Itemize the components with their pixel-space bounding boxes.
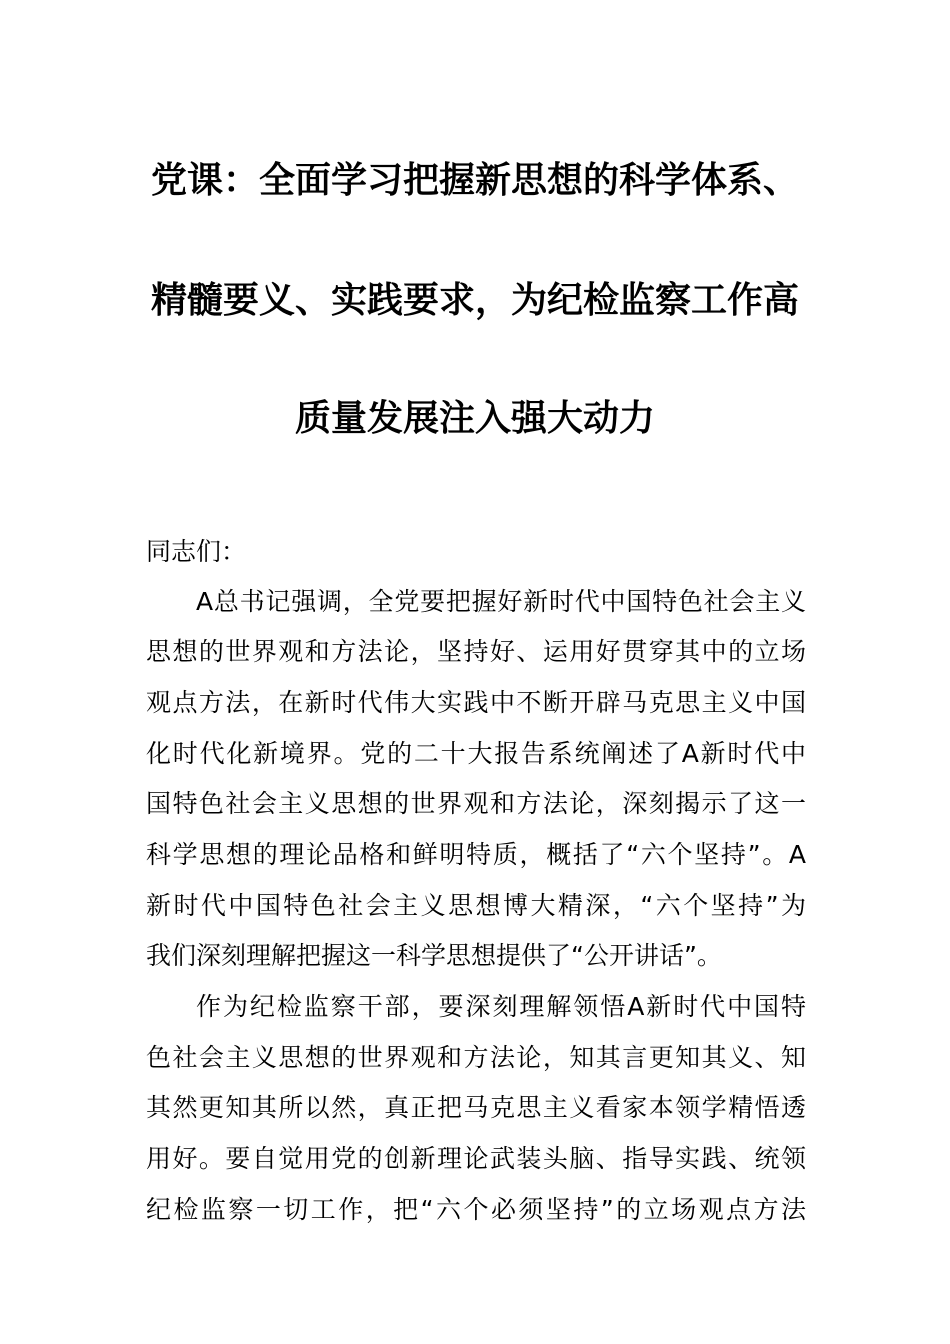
paragraph-1-line: 科学思想的理论品格和鲜明特质，概括了“六个坚持”。A xyxy=(146,840,806,869)
paragraph-1-line: 国特色社会主义思想的世界观和方法论，深刻揭示了这一 xyxy=(146,789,806,818)
title-line-2: 精髓要义、实践要求，为纪检监察工作高 xyxy=(150,279,799,321)
paragraph-2-line: 作为纪检监察干部，要深刻理解领悟A新时代中国特 xyxy=(196,992,806,1021)
paragraph-2-line: 用好。要自觉用党的创新理论武装头脑、指导实践、统领 xyxy=(146,1144,806,1173)
title-line-3: 质量发展注入强大动力 xyxy=(294,397,655,439)
paragraph-1-line: 我们深刻理解把握这一科学思想提供了“公开讲话”。 xyxy=(146,941,722,970)
title-line-1: 党课：全面学习把握新思想的科学体系、 xyxy=(150,159,799,201)
paragraph-2-line: 纪检监察一切工作，把“六个必须坚持”的立场观点方法 xyxy=(146,1195,806,1224)
paragraph-2-line: 其然更知其所以然，真正把马克思主义看家本领学精悟透 xyxy=(146,1093,806,1122)
paragraph-1-line: 新时代中国特色社会主义思想博大精深，“六个坚持”为 xyxy=(146,891,806,920)
paragraph-1-line: 思想的世界观和方法论，坚持好、运用好贯穿其中的立场 xyxy=(146,637,806,666)
salutation: 同志们： xyxy=(146,537,247,566)
paragraph-1-line: 化时代化新境界。党的二十大报告系统阐述了A新时代中 xyxy=(146,739,806,768)
paragraph-2-line: 色社会主义思想的世界观和方法论，知其言更知其义、知 xyxy=(146,1043,806,1072)
paragraph-1-line: 观点方法，在新时代伟大实践中不断开辟马克思主义中国 xyxy=(146,688,806,717)
paragraph-1-line: A总书记强调，全党要把握好新时代中国特色社会主义 xyxy=(196,587,806,616)
